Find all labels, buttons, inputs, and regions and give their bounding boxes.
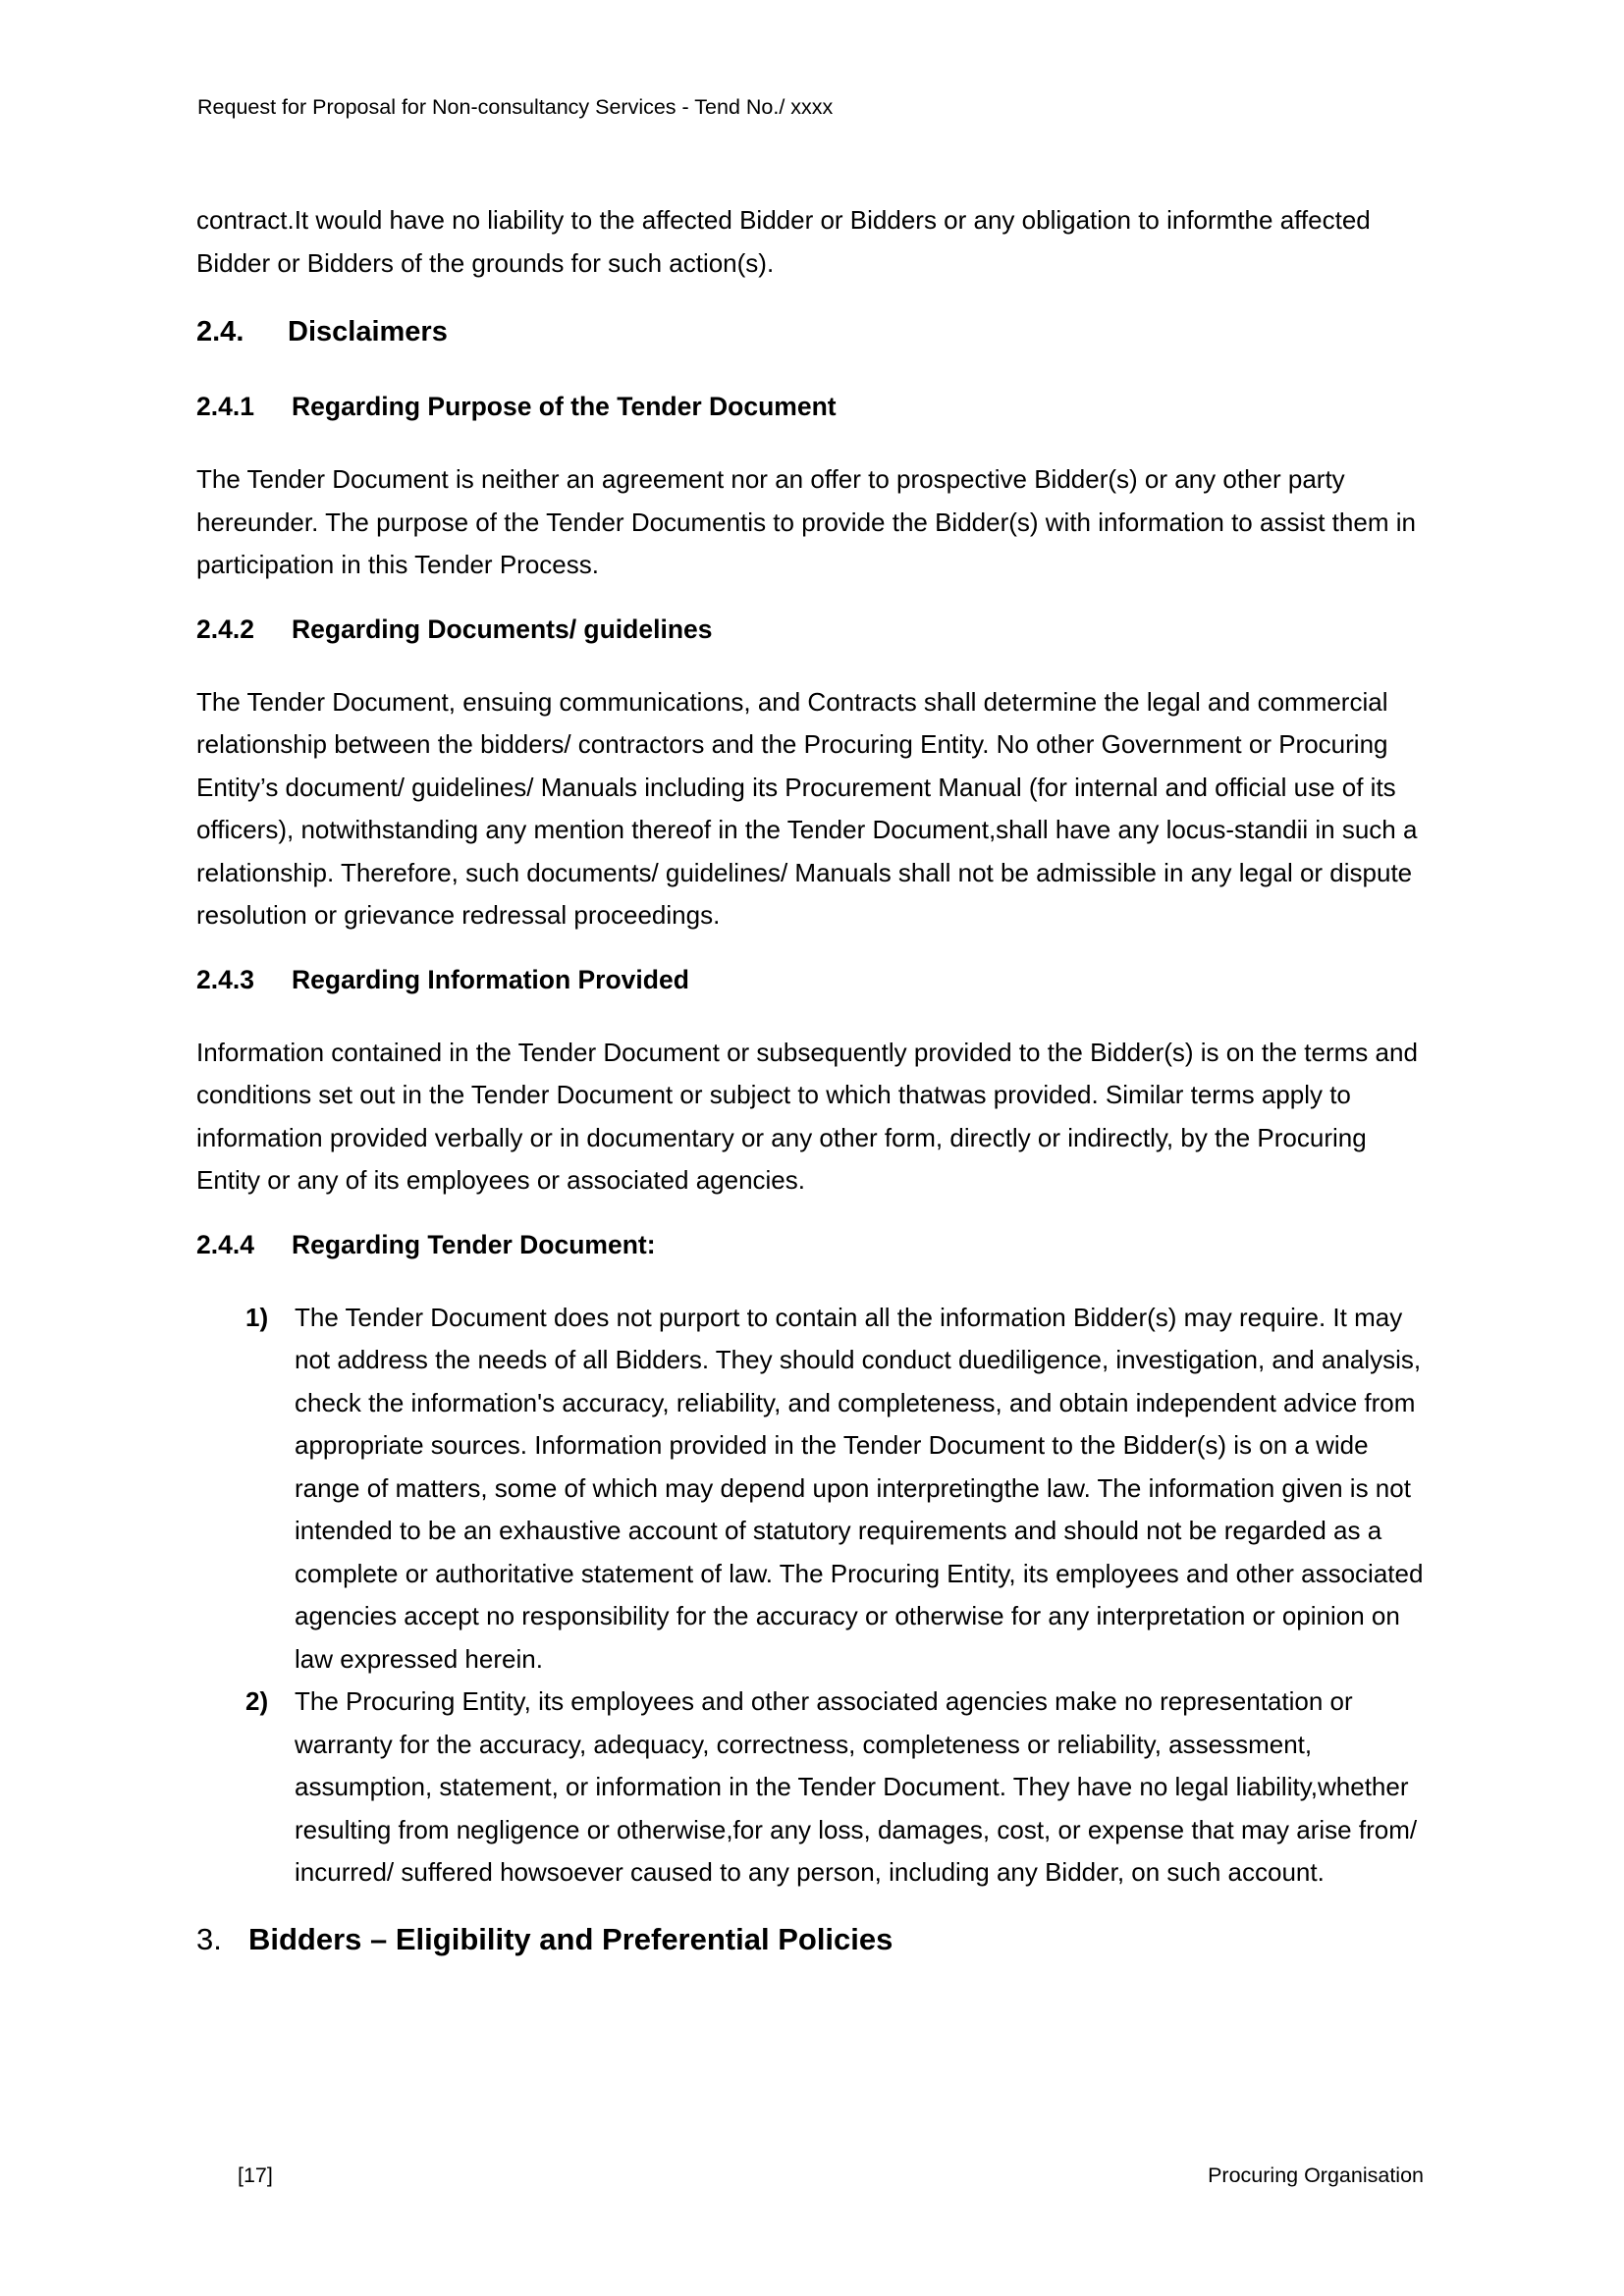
intro-paragraph: contract.It would have no liability to the affected Bidder or Bidders or any obligation to informthe affected Bidder or Bidders of the grounds for such action(s). [196,205,1371,278]
subsection-paragraph: Information contained in the Tender Document or subsequently provided to the Bidder(s) is on the terms and conditions set out in the Tender Document or subject to which thatwas provided. Similar terms apply to information provided verbally or in documentary or any other form, directly or indirectly, by the Procuring Entity or any of its employees or associated agencies. [196,1037,1418,1195]
list-item-text: The Tender Document does not purport to contain all the information Bidder(s) may require. It may not address the needs of all Bidders. They should conduct duediligence, investigation, and analysis, check the information's accuracy, reliability, and completeness, and obtain independent advice from appropriate sources. Information provided in the Tender Document to the Bidder(s) is on a wide range of matters, some of which may depend upon interpretingthe law. The information given is not intended to be an exhaustive account of statutory requirements and should not be regarded as a complete or authoritative statement of law. The Procuring Entity, its employees and other associated agencies accept no responsibility for the accuracy or otherwise for any interpretation or opinion on law expressed herein. [295,1302,1424,1674]
numbered-list [196,1297,1428,1895]
subsection-2-4-3 [196,963,1428,1202]
section-title: Bidders – Eligibility and Preferential Policies [248,1921,893,1956]
list-item-marker: 1) [245,1302,269,1332]
section-number: 3. [196,1921,222,1956]
subsection-2-4-2 [196,613,1428,937]
subsection-paragraph: The Tender Document, ensuing communications, and Contracts shall determine the legal and commercial relationship between the bidders/ contractors and the Procuring Entity. No other Government or Procuring Entity’s document/ guidelines/ Manuals including its Procurement Manual (for internal and official use of its officers), notwithstanding any mention thereof in the Tender Document,shall have any locus-standii in such a relationship. Therefore, such documents/ guidelines/ Manuals shall not be admissible in any legal or dispute resolution or grievance redressal proceedings. [196,686,1418,930]
subsection-title: Regarding Documents/ guidelines [292,614,713,644]
subsection-number: 2.4.4 [196,1229,254,1259]
subsection-number: 2.4.3 [196,964,254,994]
document-body [196,199,1428,1959]
section-number: 2.4. [196,316,244,347]
list-item [196,1297,1428,1682]
subsection-2-4-1 [196,390,1428,587]
page-header-title: Request for Proposal for Non-consultancy Services - Tend No./ xxxx [197,95,834,119]
section-heading-3 [196,1920,1428,1959]
subsection-title: Regarding Purpose of the Tender Document [292,392,837,421]
list-item-text: The Procuring Entity, its employees and other associated agencies make no representation or warranty for the accuracy, adequacy, correctness, completeness or reliability, assessment, assumption, statement, or information in the Tender Document. They have no legal liability,whether resulting from negligence or otherwise,for any loss, damages, cost, or expense that may arise from/ incurred/ suffered howsoever caused to any person, including any Bidder, on such account. [295,1686,1418,1887]
subsection-number: 2.4.2 [196,614,254,644]
footer-organisation: Procuring Organisation [1208,2163,1424,2187]
subsection-title: Regarding Tender Document: [292,1229,656,1259]
list-item [196,1681,1428,1895]
footer-page-number: [17] [238,2163,273,2187]
subsection-heading [196,613,1428,646]
subsection-heading [196,1228,1428,1261]
list-item-marker: 2) [245,1686,269,1716]
section-title: Disclaimers [288,316,448,347]
subsection-heading [196,963,1428,996]
subsection-number: 2.4.1 [196,392,254,421]
section-heading-2-4 [196,314,1428,350]
subsection-heading [196,390,1428,423]
subsection-title: Regarding Information Provided [292,964,689,994]
subsection-paragraph: The Tender Document is neither an agreement nor an offer to prospective Bidder(s) or any other party hereunder. The purpose of the Tender Documentis to provide the Bidder(s) with information to assist them in participation in this Tender Process. [196,464,1416,579]
subsection-2-4-4 [196,1228,1428,1895]
